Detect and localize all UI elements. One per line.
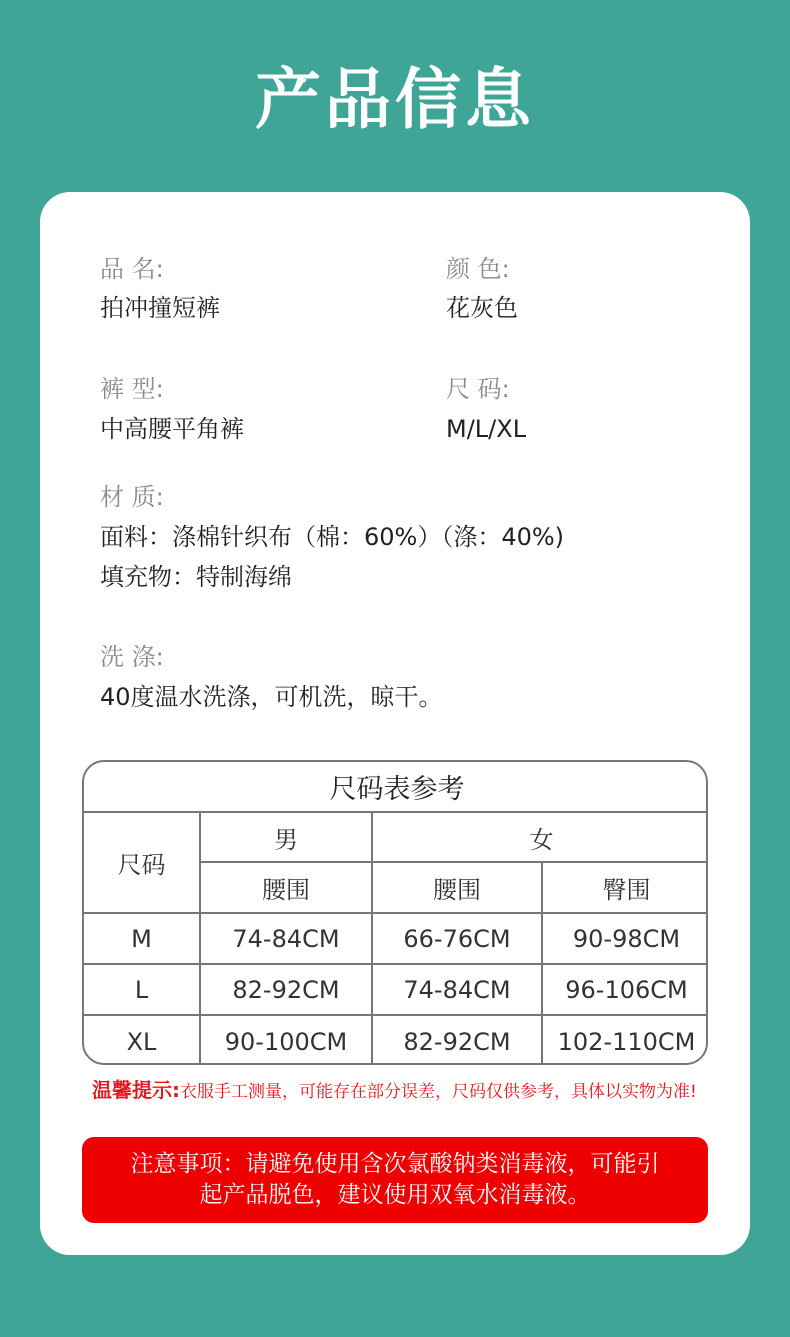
style-value: 中高腰平角裤 [100, 415, 244, 443]
size-chart-caption: 尺码表参考 [84, 762, 708, 812]
size-cell: M [84, 913, 200, 964]
notice-banner [82, 1137, 708, 1223]
size-chart [82, 760, 708, 1065]
male-waist-cell: 82-92CM [200, 964, 372, 1015]
material-label: 材 质: [100, 483, 164, 511]
male-waist-cell: 90-100CM [200, 1015, 372, 1065]
material-fabric: 面料：涤棉针织布（棉：60%）（涤：40%) [100, 523, 565, 551]
size-cell: L [84, 964, 200, 1015]
name-value: 拍冲撞短裤 [100, 294, 220, 322]
color-value: 花灰色 [446, 294, 518, 322]
table-row [84, 913, 708, 964]
name-label: 品 名: [100, 255, 164, 283]
warm-tip-text: 衣服手工测量，可能存在部分误差，尺码仅供参考，具体以实物为准! [180, 1082, 697, 1102]
female-waist-cell: 66-76CM [372, 913, 542, 964]
style-label: 裤 型: [100, 375, 164, 403]
warm-tip-label: 温馨提示: [92, 1078, 180, 1102]
table-row [84, 1015, 708, 1065]
size-value: M/L/XL [446, 415, 527, 443]
product-info-card [40, 192, 750, 1255]
color-label: 颜 色: [446, 255, 510, 283]
notice-line-1: 注意事项：请避免使用含次氯酸钠类消毒液，可能引 [130, 1151, 660, 1177]
female-hip-cell: 102-110CM [542, 1015, 708, 1065]
female-waist-cell: 74-84CM [372, 964, 542, 1015]
female-header: 女 [372, 812, 708, 862]
material-filling: 填充物：特制海绵 [100, 563, 292, 591]
size-label: 尺 码: [446, 375, 510, 403]
female-waist-cell: 82-92CM [372, 1015, 542, 1065]
female-waist-header: 腰围 [372, 862, 542, 913]
female-hip-cell: 96-106CM [542, 964, 708, 1015]
female-hip-header: 臀围 [542, 862, 708, 913]
female-hip-cell: 90-98CM [542, 913, 708, 964]
wash-label: 洗 涤: [100, 643, 164, 671]
notice-line-2: 起产品脱色，建议使用双氧水消毒液。 [199, 1182, 591, 1208]
wash-value: 40度温水洗涤，可机洗，晾干。 [100, 683, 443, 711]
size-column-header: 尺码 [84, 812, 200, 913]
male-waist-header: 腰围 [200, 862, 372, 913]
male-header: 男 [200, 812, 372, 862]
male-waist-cell: 74-84CM [200, 913, 372, 964]
warm-tip [92, 1076, 712, 1106]
size-cell: XL [84, 1015, 200, 1065]
page-title: 产品信息 [255, 61, 535, 138]
table-row [84, 964, 708, 1015]
